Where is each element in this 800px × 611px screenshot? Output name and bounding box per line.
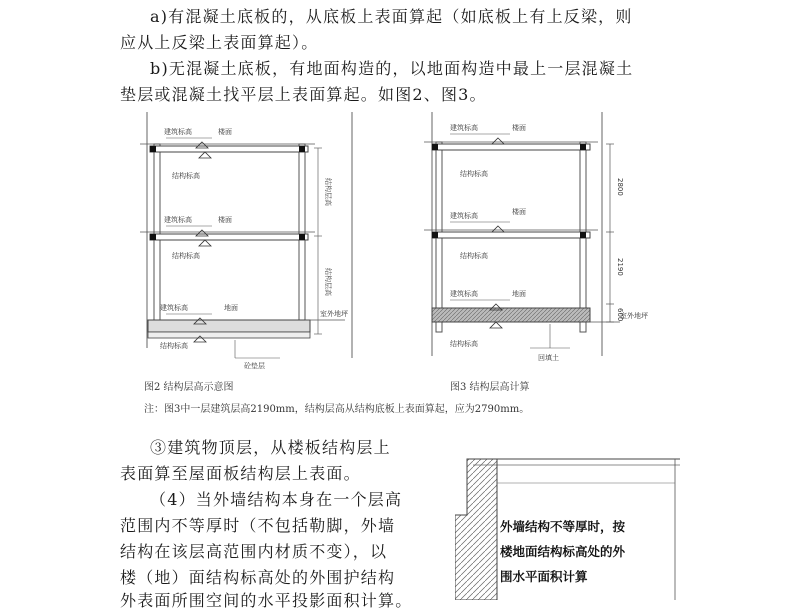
fig3-struct-height-2: 结构标高 <box>460 252 488 260</box>
fig2-bld-height-bot: 建筑标高 <box>160 304 188 312</box>
fig3-bld-height-top: 建筑标高 <box>450 124 478 132</box>
fig3-floor-top: 楼面 <box>512 124 526 132</box>
fig3-struct-height-1: 结构标高 <box>460 170 488 178</box>
fig2-bld-height-top: 建筑标高 <box>164 128 192 136</box>
fig2-floor-top: 楼面 <box>218 128 232 136</box>
fig2-struct-height-bot: 结构标高 <box>160 342 188 350</box>
item4-line4: 楼（地）面结构标高处的外围护结构 <box>120 568 396 587</box>
para-b-line2: 垫层或混凝土找平层上表面算起。如图2、图3。 <box>120 85 487 104</box>
para-a-line1: a)有混凝土底板的，从底板上表面算起（如底板上有上反梁，则 <box>150 7 633 26</box>
figure-2-caption: 图2 结构层高示意图 <box>144 382 234 393</box>
fig3-bld-height-bot: 建筑标高 <box>450 290 478 298</box>
fig2-outdoor: 室外地坪 <box>320 310 348 318</box>
fig2-ground: 地面 <box>224 304 238 312</box>
fig3-dim-2190: 2190 <box>616 258 624 276</box>
fig3-struct-height-bot: 结构标高 <box>450 340 478 348</box>
item3-line1: ③建筑物顶层，从楼板结构层上 <box>150 438 391 457</box>
item4-line3: 结构在该层高范围内材质不变），以 <box>120 542 388 561</box>
para-b-line1: b)无混凝土底板，有地面构造的，以地面构造中最上一层混凝土 <box>150 59 634 78</box>
item3-line2: 表面算至屋面板结构层上表面。 <box>120 464 361 483</box>
fig2-cushion: 砼垫层 <box>244 362 265 370</box>
fig2-struct-height-2: 结构标高 <box>172 252 200 260</box>
figure-2-diagram <box>140 108 370 370</box>
figure-4-text-line1: 外墙结构不等厚时，按 <box>500 519 626 534</box>
figure-3-caption: 图3 结构层高计算 <box>450 382 530 393</box>
figure-3-diagram <box>420 108 660 370</box>
figure-note: 注：图3中一层建筑层高2190mm，结构层高从结构底板上表面算起，应为2790mm。 <box>144 404 530 415</box>
fig3-floor-mid: 楼面 <box>512 208 526 216</box>
fig2-bld-height-mid: 建筑标高 <box>164 216 192 224</box>
fig3-bld-height-mid: 建筑标高 <box>450 212 478 220</box>
fig3-ground: 地面 <box>512 290 526 298</box>
item4-line1: （4）当外墙结构本身在一个层高 <box>150 490 403 509</box>
fig2-dim-upper: 结构层高 <box>324 178 332 206</box>
fig3-outdoor: 室外地坪 <box>620 312 648 320</box>
fig2-struct-height-1: 结构标高 <box>172 172 200 180</box>
item4-line5: 外表面所围空间的水平投影面积计算。 <box>120 591 413 610</box>
figure-4-text-line2: 楼地面结构标高处的外 <box>500 544 626 559</box>
fig3-wall-base: 回填土 <box>538 354 559 362</box>
fig2-floor-mid: 楼面 <box>218 216 232 224</box>
fig3-dim-2800: 2800 <box>616 178 624 196</box>
figure-4-text-line3: 围水平面积计算 <box>500 569 588 584</box>
fig2-dim-lower: 结构层高 <box>324 268 332 296</box>
para-a-line2: 应从上反梁上表面算起）。 <box>120 33 319 52</box>
fig3-dim-600: 600 <box>616 308 624 322</box>
item4-line2: 范围内不等厚时（不包括勒脚，外墙 <box>120 516 396 535</box>
